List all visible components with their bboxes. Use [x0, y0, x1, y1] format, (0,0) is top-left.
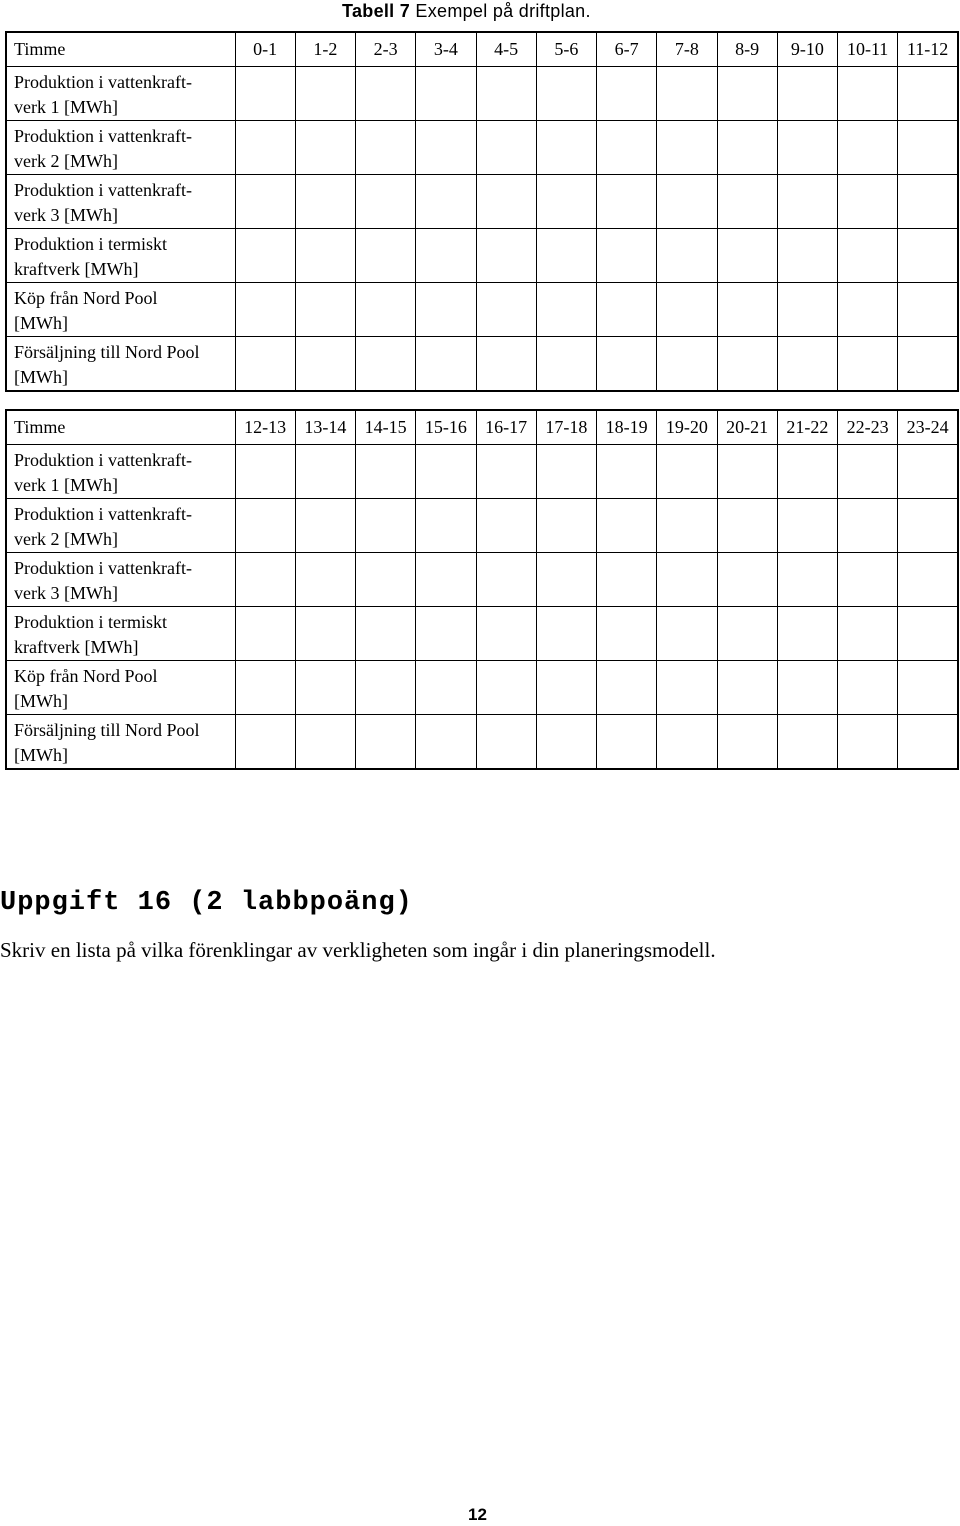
- value-cell[interactable]: [898, 606, 958, 660]
- value-cell[interactable]: [295, 120, 355, 174]
- hour-cell: 9-10: [777, 32, 837, 66]
- value-cell[interactable]: [295, 552, 355, 606]
- value-cell[interactable]: [536, 174, 596, 228]
- value-cell[interactable]: [356, 120, 416, 174]
- value-cell[interactable]: [356, 282, 416, 336]
- value-cell[interactable]: [235, 336, 295, 391]
- value-cell[interactable]: [717, 498, 777, 552]
- value-cell[interactable]: [597, 606, 657, 660]
- value-cell[interactable]: [416, 498, 476, 552]
- table-row: [6, 66, 958, 120]
- value-cell[interactable]: [717, 336, 777, 391]
- row-label: Produktion i vattenkraft- verk 1 [MWh]: [6, 66, 235, 120]
- row-label: Produktion i vattenkraft- verk 3 [MWh]: [6, 552, 235, 606]
- table-row: [6, 444, 958, 498]
- hour-cell: 2-3: [356, 32, 416, 66]
- value-cell[interactable]: [295, 444, 355, 498]
- value-cell[interactable]: [657, 606, 717, 660]
- value-cell[interactable]: [777, 660, 837, 714]
- value-cell[interactable]: [235, 120, 295, 174]
- row-label: Köp från Nord Pool [MWh]: [6, 282, 235, 336]
- value-cell[interactable]: [717, 120, 777, 174]
- value-cell[interactable]: [898, 660, 958, 714]
- table-row: [6, 174, 958, 228]
- value-cell[interactable]: [356, 66, 416, 120]
- value-cell[interactable]: [235, 174, 295, 228]
- value-cell[interactable]: [356, 336, 416, 391]
- value-cell[interactable]: [898, 228, 958, 282]
- value-cell[interactable]: [597, 336, 657, 391]
- value-cell[interactable]: [536, 444, 596, 498]
- table-row: [6, 714, 958, 769]
- table-row: [6, 336, 958, 391]
- timme-header: Timme: [6, 410, 235, 444]
- value-cell[interactable]: [356, 660, 416, 714]
- value-cell[interactable]: [838, 282, 898, 336]
- value-cell[interactable]: [838, 606, 898, 660]
- value-cell[interactable]: [657, 660, 717, 714]
- table-row: [6, 552, 958, 606]
- value-cell[interactable]: [416, 66, 476, 120]
- value-cell[interactable]: [597, 444, 657, 498]
- value-cell[interactable]: [476, 606, 536, 660]
- value-cell[interactable]: [235, 282, 295, 336]
- value-cell[interactable]: [657, 282, 717, 336]
- value-cell[interactable]: [777, 444, 837, 498]
- value-cell[interactable]: [295, 606, 355, 660]
- value-cell[interactable]: [295, 66, 355, 120]
- value-cell[interactable]: [416, 120, 476, 174]
- value-cell[interactable]: [657, 714, 717, 769]
- value-cell[interactable]: [898, 120, 958, 174]
- value-cell[interactable]: [717, 606, 777, 660]
- hour-cell: 6-7: [597, 32, 657, 66]
- value-cell[interactable]: [356, 606, 416, 660]
- value-cell[interactable]: [597, 174, 657, 228]
- value-cell[interactable]: [295, 336, 355, 391]
- row-label: Produktion i vattenkraft- verk 1 [MWh]: [6, 444, 235, 498]
- value-cell[interactable]: [898, 174, 958, 228]
- row-label: Produktion i vattenkraft- verk 2 [MWh]: [6, 498, 235, 552]
- value-cell[interactable]: [777, 714, 837, 769]
- hour-cell: 12-13: [235, 410, 295, 444]
- value-cell[interactable]: [416, 552, 476, 606]
- value-cell[interactable]: [838, 444, 898, 498]
- value-cell[interactable]: [476, 336, 536, 391]
- hour-cell: 13-14: [295, 410, 355, 444]
- caption-label: Tabell 7: [342, 1, 411, 21]
- value-cell[interactable]: [657, 228, 717, 282]
- value-cell[interactable]: [536, 498, 596, 552]
- hour-cell: 16-17: [476, 410, 536, 444]
- hour-cell: 15-16: [416, 410, 476, 444]
- value-cell[interactable]: [898, 714, 958, 769]
- value-cell[interactable]: [838, 228, 898, 282]
- value-cell[interactable]: [717, 660, 777, 714]
- hour-cell: 17-18: [536, 410, 596, 444]
- row-label: Produktion i vattenkraft- verk 3 [MWh]: [6, 174, 235, 228]
- value-cell[interactable]: [597, 498, 657, 552]
- hour-cell: 11-12: [898, 32, 958, 66]
- hour-header-row: [6, 410, 958, 444]
- timme-header: Timme: [6, 32, 235, 66]
- hour-cell: 10-11: [838, 32, 898, 66]
- table-row: [6, 606, 958, 660]
- value-cell[interactable]: [476, 552, 536, 606]
- value-cell[interactable]: [597, 660, 657, 714]
- value-cell[interactable]: [235, 552, 295, 606]
- value-cell[interactable]: [356, 174, 416, 228]
- value-cell[interactable]: [235, 714, 295, 769]
- value-cell[interactable]: [838, 714, 898, 769]
- value-cell[interactable]: [717, 714, 777, 769]
- hour-cell: 19-20: [657, 410, 717, 444]
- table-row: [6, 660, 958, 714]
- value-cell[interactable]: [416, 660, 476, 714]
- value-cell[interactable]: [898, 336, 958, 391]
- value-cell[interactable]: [838, 66, 898, 120]
- value-cell[interactable]: [416, 174, 476, 228]
- value-cell[interactable]: [657, 552, 717, 606]
- table-row: [6, 228, 958, 282]
- value-cell[interactable]: [657, 336, 717, 391]
- value-cell[interactable]: [476, 714, 536, 769]
- value-cell[interactable]: [838, 120, 898, 174]
- value-cell[interactable]: [295, 174, 355, 228]
- value-cell[interactable]: [657, 444, 717, 498]
- hour-cell: 7-8: [657, 32, 717, 66]
- table-caption: [342, 0, 591, 22]
- value-cell[interactable]: [416, 444, 476, 498]
- value-cell[interactable]: [838, 552, 898, 606]
- value-cell[interactable]: [295, 282, 355, 336]
- hour-cell: 22-23: [838, 410, 898, 444]
- drift-plan-table-1: [5, 31, 959, 392]
- value-cell[interactable]: [717, 66, 777, 120]
- hour-cell: 20-21: [717, 410, 777, 444]
- table-row: [6, 120, 958, 174]
- value-cell[interactable]: [777, 552, 837, 606]
- value-cell[interactable]: [898, 66, 958, 120]
- value-cell[interactable]: [235, 606, 295, 660]
- value-cell[interactable]: [777, 498, 837, 552]
- value-cell[interactable]: [657, 66, 717, 120]
- value-cell[interactable]: [898, 498, 958, 552]
- value-cell[interactable]: [416, 228, 476, 282]
- value-cell[interactable]: [476, 174, 536, 228]
- value-cell[interactable]: [597, 552, 657, 606]
- drift-plan-table-2: [5, 409, 959, 770]
- value-cell[interactable]: [536, 282, 596, 336]
- row-label: Produktion i vattenkraft- verk 2 [MWh]: [6, 120, 235, 174]
- value-cell[interactable]: [536, 552, 596, 606]
- value-cell[interactable]: [295, 660, 355, 714]
- value-cell[interactable]: [536, 228, 596, 282]
- value-cell[interactable]: [476, 120, 536, 174]
- hour-cell: 14-15: [356, 410, 416, 444]
- value-cell[interactable]: [536, 660, 596, 714]
- hour-cell: 23-24: [898, 410, 958, 444]
- value-cell[interactable]: [536, 714, 596, 769]
- hour-cell: 4-5: [476, 32, 536, 66]
- value-cell[interactable]: [597, 228, 657, 282]
- value-cell[interactable]: [416, 282, 476, 336]
- value-cell[interactable]: [657, 120, 717, 174]
- value-cell[interactable]: [597, 714, 657, 769]
- value-cell[interactable]: [476, 282, 536, 336]
- value-cell[interactable]: [536, 66, 596, 120]
- value-cell[interactable]: [717, 552, 777, 606]
- value-cell[interactable]: [235, 444, 295, 498]
- hour-cell: 0-1: [235, 32, 295, 66]
- value-cell[interactable]: [657, 174, 717, 228]
- task-description: Skriv en lista på vilka förenklingar av verkligheten som ingår i din planeringsmodell.: [0, 938, 716, 962]
- value-cell[interactable]: [717, 444, 777, 498]
- hour-cell: 3-4: [416, 32, 476, 66]
- hour-cell: 1-2: [295, 32, 355, 66]
- value-cell[interactable]: [717, 228, 777, 282]
- value-cell[interactable]: [777, 282, 837, 336]
- value-cell[interactable]: [777, 606, 837, 660]
- table-row: [6, 498, 958, 552]
- row-label: Köp från Nord Pool [MWh]: [6, 660, 235, 714]
- value-cell[interactable]: [416, 714, 476, 769]
- caption-text: Exempel på driftplan.: [415, 1, 591, 21]
- row-label: Försäljning till Nord Pool [MWh]: [6, 336, 235, 391]
- value-cell[interactable]: [295, 714, 355, 769]
- value-cell[interactable]: [235, 660, 295, 714]
- value-cell[interactable]: [476, 660, 536, 714]
- value-cell[interactable]: [838, 498, 898, 552]
- value-cell[interactable]: [898, 444, 958, 498]
- row-label: Produktion i termiskt kraftverk [MWh]: [6, 606, 235, 660]
- value-cell[interactable]: [536, 120, 596, 174]
- value-cell[interactable]: [838, 174, 898, 228]
- value-cell[interactable]: [777, 120, 837, 174]
- value-cell[interactable]: [235, 66, 295, 120]
- value-cell[interactable]: [295, 228, 355, 282]
- value-cell[interactable]: [597, 120, 657, 174]
- value-cell[interactable]: [416, 336, 476, 391]
- value-cell[interactable]: [476, 66, 536, 120]
- value-cell[interactable]: [777, 66, 837, 120]
- value-cell[interactable]: [416, 606, 476, 660]
- value-cell[interactable]: [476, 228, 536, 282]
- value-cell[interactable]: [356, 552, 416, 606]
- value-cell[interactable]: [536, 606, 596, 660]
- value-cell[interactable]: [657, 498, 717, 552]
- value-cell[interactable]: [898, 282, 958, 336]
- row-label: Produktion i termiskt kraftverk [MWh]: [6, 228, 235, 282]
- page-number: 12: [468, 1505, 487, 1524]
- value-cell[interactable]: [356, 444, 416, 498]
- row-label: Försäljning till Nord Pool [MWh]: [6, 714, 235, 769]
- value-cell[interactable]: [838, 336, 898, 391]
- table-row: [6, 282, 958, 336]
- hour-header-row: [6, 32, 958, 66]
- value-cell[interactable]: [717, 174, 777, 228]
- value-cell[interactable]: [838, 660, 898, 714]
- hour-cell: 18-19: [597, 410, 657, 444]
- value-cell[interactable]: [898, 552, 958, 606]
- hour-cell: 8-9: [717, 32, 777, 66]
- value-cell[interactable]: [235, 228, 295, 282]
- task-heading: Uppgift 16 (2 labbpoäng): [0, 888, 413, 918]
- value-cell[interactable]: [476, 444, 536, 498]
- hour-cell: 5-6: [536, 32, 596, 66]
- value-cell[interactable]: [536, 336, 596, 391]
- value-cell[interactable]: [597, 66, 657, 120]
- value-cell[interactable]: [356, 498, 416, 552]
- value-cell[interactable]: [356, 228, 416, 282]
- value-cell[interactable]: [235, 498, 295, 552]
- value-cell[interactable]: [777, 228, 837, 282]
- value-cell[interactable]: [597, 282, 657, 336]
- value-cell[interactable]: [777, 336, 837, 391]
- hour-cell: 21-22: [777, 410, 837, 444]
- value-cell[interactable]: [476, 498, 536, 552]
- value-cell[interactable]: [356, 714, 416, 769]
- value-cell[interactable]: [295, 498, 355, 552]
- value-cell[interactable]: [777, 174, 837, 228]
- value-cell[interactable]: [717, 282, 777, 336]
